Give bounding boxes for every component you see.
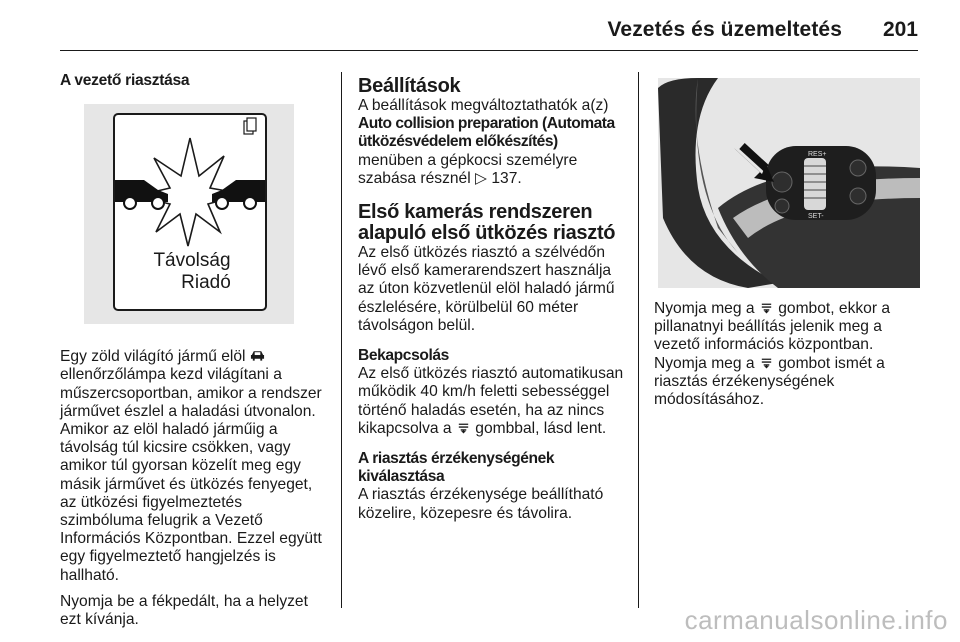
paragraph: Az első ütközés riasztó a szélvédőn lévő első kamerarendszert használja az úton közvetlenül elöl haladó jármű észlelésére, körülbelül 60 méter távolságon belül. (358, 244, 615, 334)
steering-wheel-illustration (658, 78, 920, 288)
paragraph: Nyomja be a fékpedált, ha a helyzet ezt kívánja. (60, 592, 308, 629)
set-label: SET- (808, 213, 824, 220)
res-label: RES+ (808, 151, 827, 158)
watermark: carmanualsonline.info (684, 605, 948, 635)
distance-setting-icon (759, 301, 774, 314)
column-left (60, 72, 322, 629)
figure-text-alert: Riadó (181, 272, 231, 294)
page-title: Vezetés és üzemeltetés (607, 18, 842, 41)
paragraph: Bekapcsolás Az első ütközés riasztó automatikusan működik 40 km/h feletti sebességgel történő haladás esetén, ha az nincs kikapcsolva a gombbal, lásd lent. (358, 347, 624, 437)
distance-setting-icon (456, 421, 471, 434)
collision-warning-icon (84, 104, 294, 324)
page-number: 201 (882, 18, 918, 41)
column-divider (638, 72, 639, 608)
collision-alert-illustration (84, 104, 294, 324)
column-right (654, 300, 920, 409)
page-reference: 137. (491, 169, 522, 187)
steering-wheel-controls-icon (658, 78, 920, 288)
paragraph: A riasztás érzékenységének kiválasztása A riasztás érzékenysége beállítható közelire, közepesre és távolira. (358, 450, 624, 523)
paragraph: Nyomja meg a gombot ismét a riasztás érzékenységének módosításához. (654, 354, 885, 409)
figure-text-distance: Távolság (153, 250, 231, 272)
subheading: Bekapcsolás (358, 347, 449, 365)
menu-item-name: Auto collision preparation (Automata ütközésvédelem előkészítés) (358, 115, 615, 151)
distance-setting-icon (759, 356, 774, 369)
paragraph: A beállítások megváltoztathatók a(z) Auto collision preparation (Automata ütközésvédelem előkészítés) menüben a gépkocsi személyre szabása résznél ▷ 137. (358, 97, 615, 187)
reference-arrow-icon: ▷ (475, 169, 488, 187)
section-heading: A vezető riasztása (60, 72, 190, 89)
page-header (60, 14, 918, 51)
column-middle (358, 76, 624, 523)
paragraph: Egy zöld világító jármű elöl ellenőrzőlámpa kezd világítani a műszercsoportban, amikor a rendszer járművet észlel a haladási útvonalon. Amikor az elöl haladó járműig a távolság túl kicsire csökken, vagy amikor túl gyorsan közelít meg egy másik járművet és ütközés fenyeget, az ütközési figyelmeztetés szimbóluma felugrik a Vezető Információs Központban. Ezzel együtt egy figyelmeztető hangjelzés is hallható. (60, 348, 322, 584)
vehicle-ahead-icon (250, 349, 265, 362)
subheading: A riasztás érzékenységének kiválasztása (358, 450, 555, 486)
paragraph: Nyomja meg a gombot, ekkor a pillanatnyi beállítás jelenik meg a vezető információs központban. (654, 300, 891, 354)
section-heading-camera: Első kamerás rendszeren alapuló első ütközés riasztó (358, 201, 616, 245)
column-divider (341, 72, 342, 608)
section-heading-settings: Beállítások (358, 75, 461, 97)
